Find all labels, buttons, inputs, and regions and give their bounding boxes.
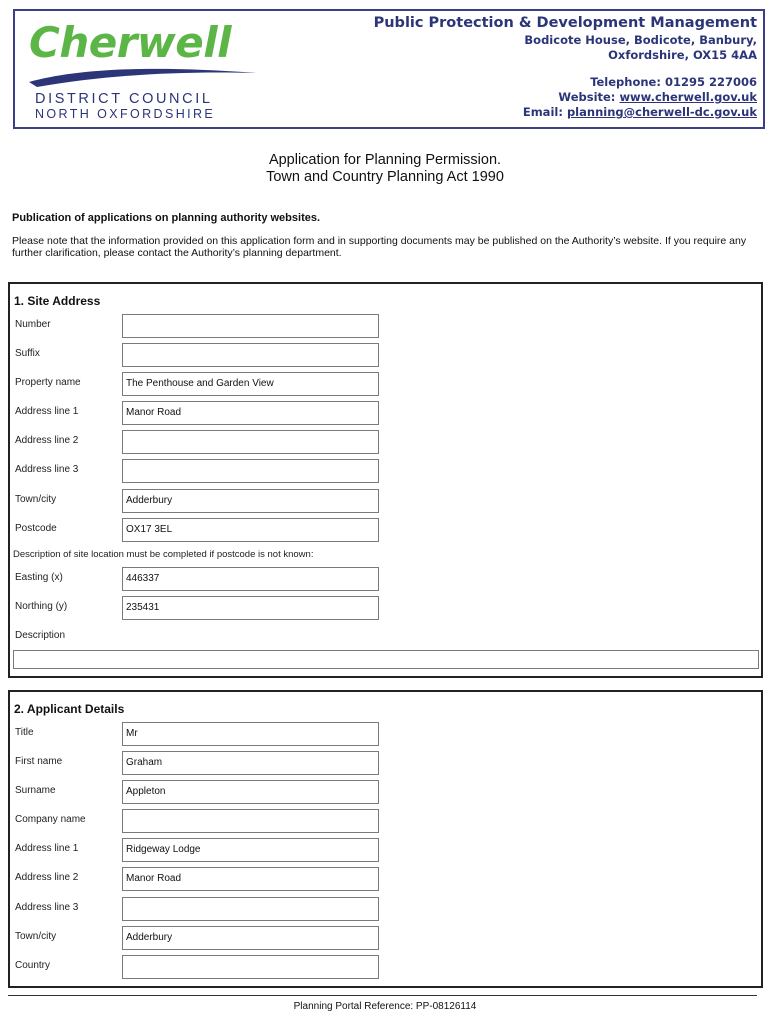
field-address-line-3 <box>10 459 761 483</box>
field-property-name <box>10 372 761 396</box>
field-country <box>10 955 761 979</box>
email-line <box>357 105 757 120</box>
applicant-details-section <box>8 690 763 988</box>
field-label: Suffix <box>15 348 40 359</box>
field-label: Country <box>15 960 51 971</box>
suffix-input[interactable] <box>122 343 379 367</box>
field-label: Town/city <box>15 494 57 505</box>
title-line-1: Application for Planning Permission. <box>268 152 502 168</box>
council-logo-wordmark: Cherwell <box>29 18 232 67</box>
publication-heading: Publication of applications on planning authority websites. <box>12 212 321 224</box>
field-surname <box>10 780 761 804</box>
field-company-name <box>10 809 761 833</box>
field-label: Surname <box>15 785 56 796</box>
description-textarea[interactable] <box>13 650 759 669</box>
field-address-line-2 <box>10 430 761 454</box>
field-postcode <box>10 518 761 542</box>
company-name-input[interactable] <box>122 809 379 833</box>
address-line-1-input[interactable]: Manor Road <box>122 401 379 425</box>
field-label: Address line 2 <box>15 435 79 446</box>
easting-input[interactable]: 446337 <box>122 567 379 591</box>
section-title: 2. Applicant Details <box>14 702 125 716</box>
website-label: Website: <box>558 90 616 104</box>
field-label: Property name <box>15 377 81 388</box>
field-number <box>10 314 761 338</box>
address-line-3-input[interactable] <box>122 897 379 921</box>
field-label: First name <box>15 756 63 767</box>
field-label: Title <box>15 727 34 738</box>
field-address-line-1 <box>10 401 761 425</box>
field-northing <box>10 596 761 620</box>
email-link[interactable]: planning@cherwell-dc.gov.uk <box>566 105 757 119</box>
logo-district-council: DISTRICT COUNCIL <box>35 91 213 107</box>
address-line-1: Bodicote House, Bodicote, Banbury, <box>524 33 757 47</box>
field-label: Address line 3 <box>15 464 79 475</box>
town-city-input[interactable]: Adderbury <box>122 926 379 950</box>
address-line-2-input[interactable]: Manor Road <box>122 867 379 891</box>
telephone-line <box>357 75 757 90</box>
field-label: Postcode <box>15 523 57 534</box>
northing-input[interactable]: 235431 <box>122 596 379 620</box>
field-easting <box>10 567 761 591</box>
website-link[interactable]: www.cherwell.gov.uk <box>619 90 757 104</box>
logo-swoosh-icon <box>27 63 259 87</box>
page-title <box>0 152 770 186</box>
field-label: Description <box>15 630 66 641</box>
address-line-1-input[interactable]: Ridgeway Lodge <box>122 838 379 862</box>
site-address-section <box>8 282 763 678</box>
property-name-input[interactable]: The Penthouse and Garden View <box>122 372 379 396</box>
field-label: Easting (x) <box>15 572 63 583</box>
email-label: Email: <box>522 105 563 119</box>
field-first-name <box>10 751 761 775</box>
field-address-line-2 <box>10 867 761 891</box>
title-line-2: Town and Country Planning Act 1990 <box>266 169 504 185</box>
postcode-input[interactable]: OX17 3EL <box>122 518 379 542</box>
field-label: Town/city <box>15 931 57 942</box>
field-label: Address line 2 <box>15 872 79 883</box>
telephone-number: 01295 227006 <box>664 75 757 89</box>
first-name-input[interactable]: Graham <box>122 751 379 775</box>
country-input[interactable] <box>122 955 379 979</box>
portal-reference: Planning Portal Reference: PP-08126114 <box>293 1001 477 1012</box>
field-label: Northing (y) <box>15 601 68 612</box>
location-note: Description of site location must be completed if postcode is not known: <box>13 549 314 560</box>
letterhead <box>13 9 765 129</box>
website-line <box>357 90 757 105</box>
contact-block <box>357 13 757 120</box>
telephone-label: Telephone: <box>590 75 661 89</box>
footer-divider <box>8 995 757 996</box>
field-description <box>10 625 761 649</box>
field-suffix <box>10 343 761 367</box>
field-address-line-1 <box>10 838 761 862</box>
field-label: Address line 3 <box>15 902 79 913</box>
department-name: Public Protection & Development Management <box>373 15 757 31</box>
field-label: Number <box>15 319 51 330</box>
field-town-city <box>10 489 761 513</box>
title-input[interactable]: Mr <box>122 722 379 746</box>
field-address-line-3 <box>10 897 761 921</box>
section-title: 1. Site Address <box>14 294 101 308</box>
address-line-2: Oxfordshire, OX15 4AA <box>608 48 757 62</box>
surname-input[interactable]: Appleton <box>122 780 379 804</box>
logo-north-oxfordshire: NORTH OXFORDSHIRE <box>35 107 216 121</box>
address-line-3-input[interactable] <box>122 459 379 483</box>
publication-notice: Please note that the information provided on this application form and in supporting documents may be published on the Authority’s website. If you require any further clarification, please contact the Authority’s planning department. <box>12 235 747 259</box>
town-city-input[interactable]: Adderbury <box>122 489 379 513</box>
field-town-city <box>10 926 761 950</box>
field-label: Address line 1 <box>15 406 79 417</box>
field-label: Company name <box>15 814 86 825</box>
field-label: Address line 1 <box>15 843 79 854</box>
address-line-2-input[interactable] <box>122 430 379 454</box>
field-title <box>10 722 761 746</box>
number-input[interactable] <box>122 314 379 338</box>
